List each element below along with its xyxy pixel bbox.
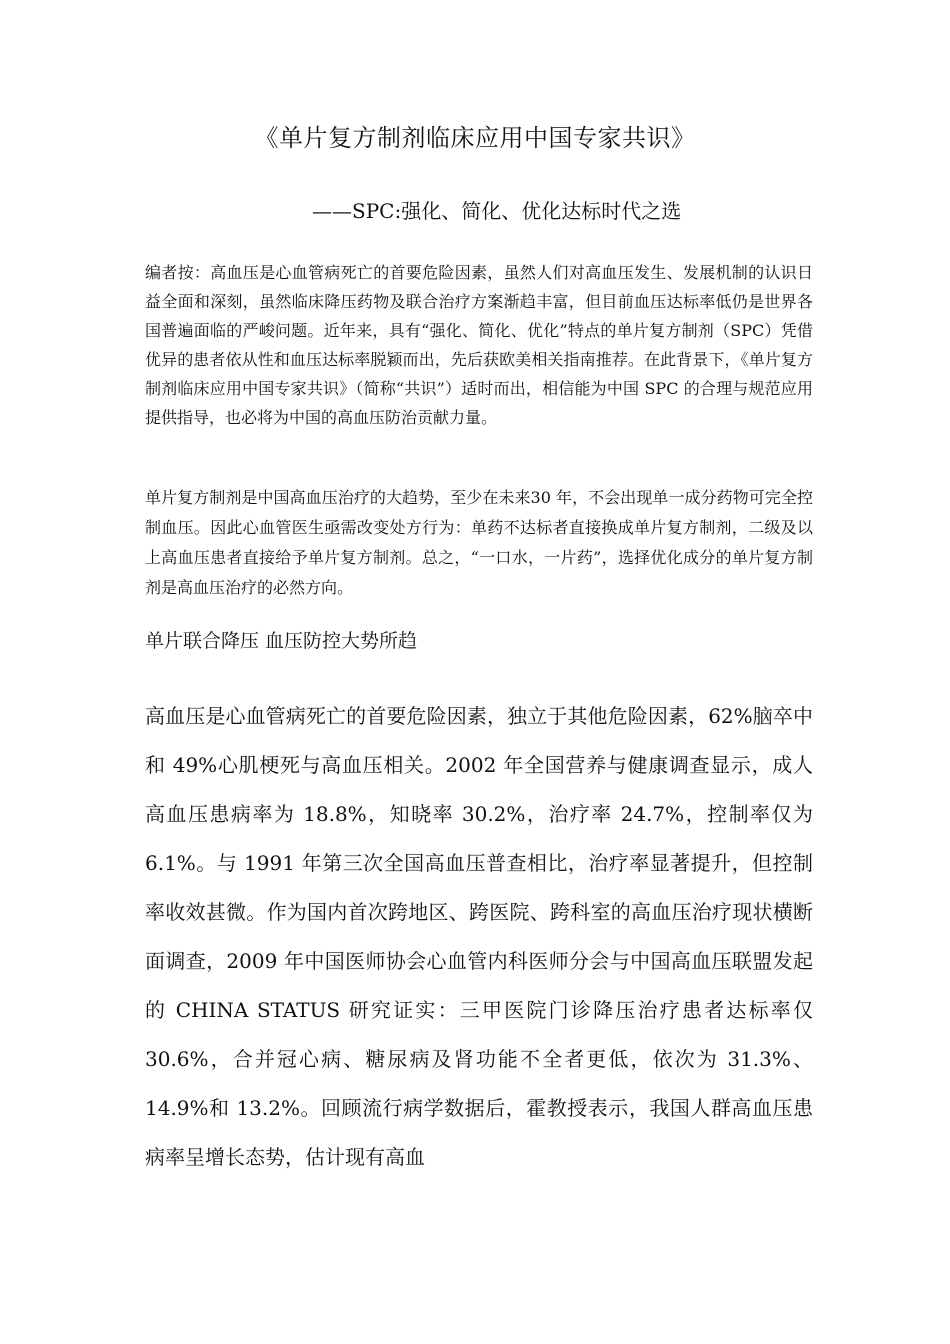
section-body-paragraph: 高血压是心血管病死亡的首要危险因素，独立于其他危险因素，62%脑卒中和 49%心肌梗死与高血压相关。2002 年全国营养与健康调查显示，成人高血压患病率为 18.8%，知晓率 30.2%，治疗率 24.7%，控制率仅为 6.1%。与 1991 年第三次全国高血压普查相比，治疗率显著提升，但控制率收效甚微。作为国内首次跨地区、跨医院、跨科室的高血压治疗现状横断面调查，2009 年中国医师协会心血管内科医师分会与中国高血压联盟发起的 CHINA STATUS 研究证实：三甲医院门诊降压治疗患者达标率仅 30.6%，合并冠心病、糖尿病及肾功能不全者更低，依次为 31.3%、14.9%和 13.2%。回顾流行病学数据后，霍教授表示，我国人群高血压患病率呈增长态势，估计现有高血 bbox=[145, 704, 813, 1169]
document-subtitle: ——SPC:强化、简化、优化达标时代之选 bbox=[312, 199, 682, 223]
section-heading: 单片联合降压 血压防控大势所趋 bbox=[145, 630, 418, 652]
editor-note-paragraph: 编者按：高血压是心血管病死亡的首要危险因素，虽然人们对高血压发生、发展机制的认识日益全面和深刻，虽然临床降压药物及联合治疗方案渐趋丰富，但目前血压达标率低仍是世界各国普遍面临的严峻问题。近年来，具有“强化、简化、优化”特点的单片复方制剂（SPC）凭借优异的患者依从性和血压达标率脱颖而出，先后获欧美相关指南推荐。在此背景下，《单片复方制剂临床应用中国专家共识》（简称“共识”）适时而出，相信能为中国 SPC 的合理与规范应用提供指导，也必将为中国的高血压防治贡献力量。 bbox=[145, 263, 813, 427]
document-title: 《单片复方制剂临床应用中国专家共识》 bbox=[254, 124, 696, 152]
intro-paragraph: 单片复方制剂是中国高血压治疗的大趋势，至少在未来30 年，不会出现单一成分药物可完全控制血压。因此心血管医生亟需改变处方行为：单药不达标者直接换成单片复方制剂，二级及以上高血压患者直接给予单片复方制剂。总之，“一口水，一片药”，选择优化成分的单片复方制剂是高血压治疗的必然方向。 bbox=[145, 488, 813, 597]
